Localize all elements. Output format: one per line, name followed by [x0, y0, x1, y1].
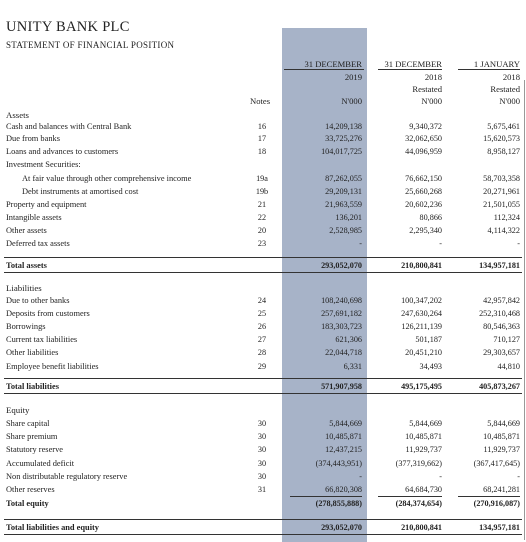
note-ref: 31	[257, 485, 267, 494]
value-2018: 80,866	[419, 213, 442, 222]
row-label: Property and equipment	[6, 200, 87, 209]
subtotal-rule	[458, 496, 520, 497]
row-label: Non distributable regulatory reserve	[6, 472, 128, 481]
note-ref: 29	[257, 362, 267, 371]
value-2018: 20,602,236	[405, 200, 442, 209]
value-2019: (374,443,951)	[315, 459, 362, 468]
value-jan-2018: (367,417,645)	[473, 459, 520, 468]
value-2018: 11,929,737	[405, 445, 442, 454]
value-jan-2018: 134,957,181	[479, 523, 520, 532]
value-2019: 621,306	[335, 335, 362, 344]
value-2019: 14,209,138	[325, 122, 362, 131]
value-jan-2018: 44,810	[497, 362, 520, 371]
note-ref: 18	[257, 147, 267, 156]
value-2018: 501,187	[415, 335, 442, 344]
value-jan-2018: -	[517, 472, 520, 481]
value-jan-2018: 112,324	[493, 213, 520, 222]
value-2018: 20,451,210	[405, 348, 442, 357]
row-label: Equity	[6, 405, 30, 415]
value-2018: 126,211,139	[401, 322, 442, 331]
value-jan-2018: 5,675,461	[487, 122, 520, 131]
value-2019: 293,052,070	[321, 261, 362, 270]
total-rule-top	[4, 257, 522, 258]
col3-header-year: 2018	[502, 72, 520, 82]
col3-header-unit: N'000	[499, 96, 520, 106]
note-ref: 28	[257, 348, 267, 357]
col3-header-rule	[458, 69, 520, 70]
value-2019: 571,907,958	[321, 382, 362, 391]
row-label: Accumulated deficit	[6, 459, 75, 468]
row-label: Statutory reserve	[6, 445, 63, 454]
value-jan-2018: 21,501,055	[483, 200, 520, 209]
row-label: Deposits from customers	[6, 309, 90, 318]
note-ref: 30	[257, 472, 267, 481]
right-edge-line	[524, 80, 525, 540]
note-ref: 21	[257, 200, 267, 209]
col2-header-date: 31 DECEMBER	[384, 59, 442, 69]
value-jan-2018: 405,873,267	[479, 382, 520, 391]
col1-header-rule	[284, 69, 364, 70]
row-label: Total liabilities	[6, 382, 59, 391]
note-ref: 19b	[255, 187, 269, 196]
value-2019: 21,963,559	[325, 200, 362, 209]
row-label: Loans and advances to customers	[6, 147, 119, 156]
value-jan-2018: -	[517, 239, 520, 248]
value-2019: 257,691,182	[321, 309, 362, 318]
value-2019: 22,044,718	[325, 348, 362, 357]
col2-header-restated: Restated	[412, 84, 442, 94]
value-jan-2018: 80,546,363	[483, 322, 520, 331]
row-label: Due from banks	[6, 134, 60, 143]
value-2018: (377,319,662)	[395, 459, 442, 468]
row-label: Other assets	[6, 226, 47, 235]
col2-header-rule	[378, 69, 442, 70]
note-ref: 26	[257, 322, 267, 331]
row-label: Debt instruments at amortised cost	[22, 187, 139, 196]
value-2018: 100,347,202	[401, 296, 442, 305]
col1-header-unit: N'000	[341, 96, 362, 106]
value-2018: 10,485,871	[405, 432, 442, 441]
total-rule-top	[4, 378, 522, 379]
value-2019: -	[359, 472, 362, 481]
value-2019: (278,855,888)	[315, 499, 362, 508]
notes-header: Notes	[250, 96, 271, 106]
value-2019: 87,262,055	[325, 174, 362, 183]
note-ref: 30	[257, 459, 267, 468]
note-ref: 20	[257, 226, 267, 235]
row-label: Deferred tax assets	[6, 239, 70, 248]
row-label: Intangible assets	[6, 213, 62, 222]
value-2018: 210,800,841	[401, 523, 442, 532]
value-jan-2018: 252,310,468	[479, 309, 520, 318]
value-2018: 5,844,669	[409, 419, 442, 428]
col2-header-unit: N'000	[421, 96, 442, 106]
value-2019: 293,052,070	[321, 523, 362, 532]
value-jan-2018: 8,958,127	[487, 147, 520, 156]
value-2018: 210,800,841	[401, 261, 442, 270]
value-jan-2018: 134,957,181	[479, 261, 520, 270]
row-label: Employee benefit liabilities	[6, 362, 99, 371]
row-label: Share premium	[6, 432, 58, 441]
value-2019: 104,017,725	[321, 147, 362, 156]
value-jan-2018: (270,916,087)	[473, 499, 520, 508]
value-2019: 10,485,871	[325, 432, 362, 441]
row-label: Total assets	[6, 261, 47, 270]
value-jan-2018: 68,241,281	[483, 485, 520, 494]
value-2018: 64,684,730	[405, 485, 442, 494]
row-label: Other reserves	[6, 485, 55, 494]
value-2019: 12,437,215	[325, 445, 362, 454]
row-label: Other liabilities	[6, 348, 59, 357]
col3-header-restated: Restated	[490, 84, 520, 94]
value-jan-2018: 11,929,737	[483, 445, 520, 454]
note-ref: 30	[257, 419, 267, 428]
value-2018: 495,175,495	[401, 382, 442, 391]
subtotal-rule	[290, 496, 362, 497]
value-jan-2018: 5,844,669	[487, 419, 520, 428]
note-ref: 24	[257, 296, 267, 305]
total-rule-top	[4, 519, 522, 520]
row-label: At fair value through other comprehensive income	[22, 174, 192, 183]
value-2019: 108,240,698	[321, 296, 362, 305]
value-2018: 9,340,372	[409, 122, 442, 131]
statement-title: STATEMENT OF FINANCIAL POSITION	[6, 40, 175, 50]
row-label: Share capital	[6, 419, 50, 428]
col2-header-year: 2018	[424, 72, 442, 82]
note-ref: 25	[257, 309, 267, 318]
col3-header-date: 1 JANUARY	[473, 59, 520, 69]
total-rule-bottom	[4, 393, 522, 394]
value-2019: 6,331	[343, 362, 362, 371]
value-2018: 32,062,650	[405, 134, 442, 143]
col1-header-date: 31 DECEMBER	[304, 59, 362, 69]
value-jan-2018: 29,303,657	[483, 348, 520, 357]
bank-name: UNITY BANK PLC	[6, 19, 130, 35]
value-2018: 44,096,959	[405, 147, 442, 156]
value-2018: 2,295,340	[409, 226, 442, 235]
note-ref: 27	[257, 335, 267, 344]
row-label: Current tax liabilities	[6, 335, 78, 344]
value-2018: (284,374,654)	[395, 499, 442, 508]
note-ref: 16	[257, 122, 267, 131]
value-2019: 183,303,723	[321, 322, 362, 331]
value-2018: 76,662,150	[405, 174, 442, 183]
value-jan-2018: 42,957,842	[483, 296, 520, 305]
value-jan-2018: 58,703,358	[483, 174, 520, 183]
note-ref: 19a	[256, 174, 268, 183]
value-2018: 247,630,264	[401, 309, 442, 318]
value-2019: 33,725,276	[325, 134, 362, 143]
value-jan-2018: 15,620,573	[483, 134, 520, 143]
row-label: Assets	[6, 110, 29, 120]
total-rule-bottom	[4, 272, 522, 273]
row-label: Due to other banks	[6, 296, 70, 305]
value-jan-2018: 20,271,961	[483, 187, 520, 196]
row-label: Investment Securities:	[6, 160, 81, 169]
value-jan-2018: 10,485,871	[483, 432, 520, 441]
value-2019: 2,528,985	[329, 226, 362, 235]
row-label: Total equity	[6, 499, 49, 508]
value-2018: 25,660,268	[405, 187, 442, 196]
note-ref: 30	[257, 432, 267, 441]
value-jan-2018: 710,127	[493, 335, 520, 344]
row-label: Total liabilities and equity	[6, 523, 99, 532]
value-2019: 136,201	[335, 213, 362, 222]
total-rule-bottom	[4, 534, 522, 535]
subtotal-rule	[378, 496, 442, 497]
note-ref: 22	[257, 213, 267, 222]
note-ref: 17	[257, 134, 267, 143]
value-2019: -	[359, 239, 362, 248]
row-label: Liabilities	[6, 283, 42, 293]
value-2019: 29,209,131	[325, 187, 362, 196]
col1-header-year: 2019	[344, 72, 362, 82]
value-2018: 34,493	[419, 362, 442, 371]
value-jan-2018: 4,114,322	[487, 226, 520, 235]
row-label: Cash and balances with Central Bank	[6, 122, 132, 131]
value-2018: -	[439, 472, 442, 481]
note-ref: 23	[257, 239, 267, 248]
value-2019: 5,844,669	[329, 419, 362, 428]
value-2019: 66,820,308	[325, 485, 362, 494]
row-label: Borrowings	[6, 322, 46, 331]
note-ref: 30	[257, 445, 267, 454]
value-2018: -	[439, 239, 442, 248]
